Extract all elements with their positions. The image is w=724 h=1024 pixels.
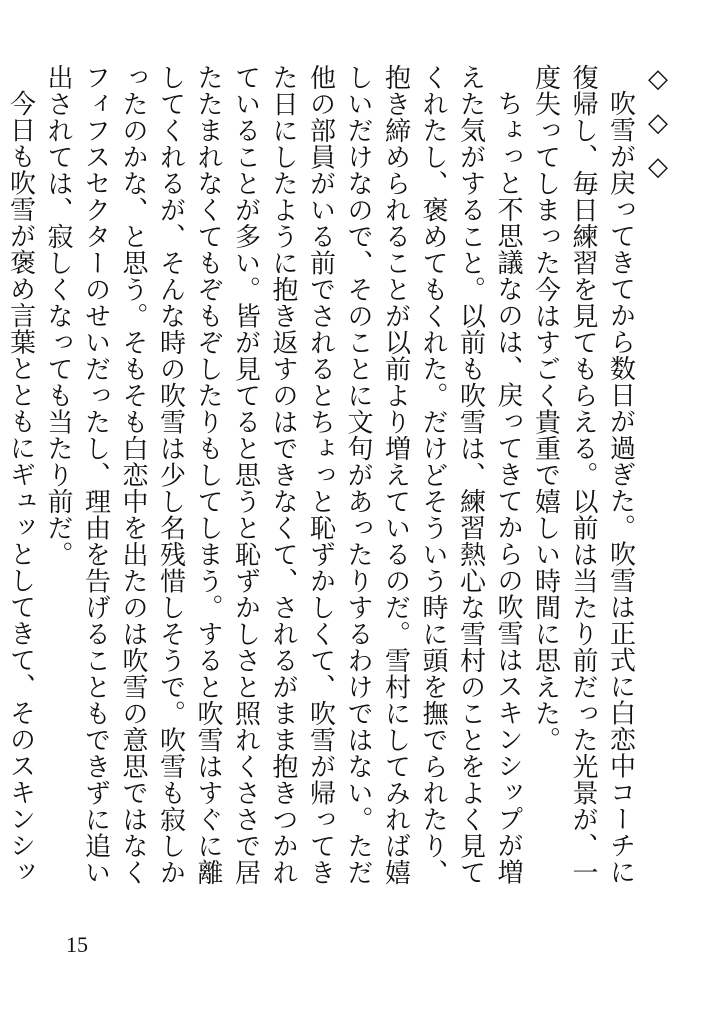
paragraph-1: 吹雪が戻ってきてから数日が過ぎた。吹雪は正式に白恋中コーチに復帰し、毎日練習を見てもらえる。以前は当たり前だった光景が、一度失ってしまった今はすごく貴重で嬉しい時間に思えた。 <box>530 64 636 886</box>
paragraph-2: ちょっと不思議なのは、戻ってきてからの吹雪はスキンシップが増えた気がすること。以前も吹雪は、練習熱心な雪村のことをよく見てくれたし、褒めてもくれた。だけどそういう時に頭を撫でられたり、抱き締められることが以前より増えているのだ。雪村にしてみれば嬉しいだけなので、そのことに文句があったりするわけではない。ただ他の部員がいる前でされるとちょっと恥ずかしくて、吹雪が帰ってきた日にしたように抱き返すのはできなくて、されるがまま抱きつかれていることが多い。皆が見てると思うと恥ずかしさと照れくささで居たたまれなくてもぞもぞしたりもしてしまう。すると吹雪はすぐに離してくれるが、そんな時の吹雪は少し名残惜しそうで。吹雪も寂しかったのかな、と思う。そもそも白恋中を出たのは吹雪の意思ではなくフィフスセクターのせいだったし、理由を告げることもできずに追い出されては、寂しくなっても当たり前だ。 <box>43 64 523 886</box>
page-number: 15 <box>66 932 88 957</box>
vertical-text-body <box>5 64 676 890</box>
paragraph-3: 今日も吹雪が褒め言葉とともにギュッとしてきて、そのスキンシッ <box>5 90 36 885</box>
scene-separator: ◇◇◇ <box>643 64 673 196</box>
